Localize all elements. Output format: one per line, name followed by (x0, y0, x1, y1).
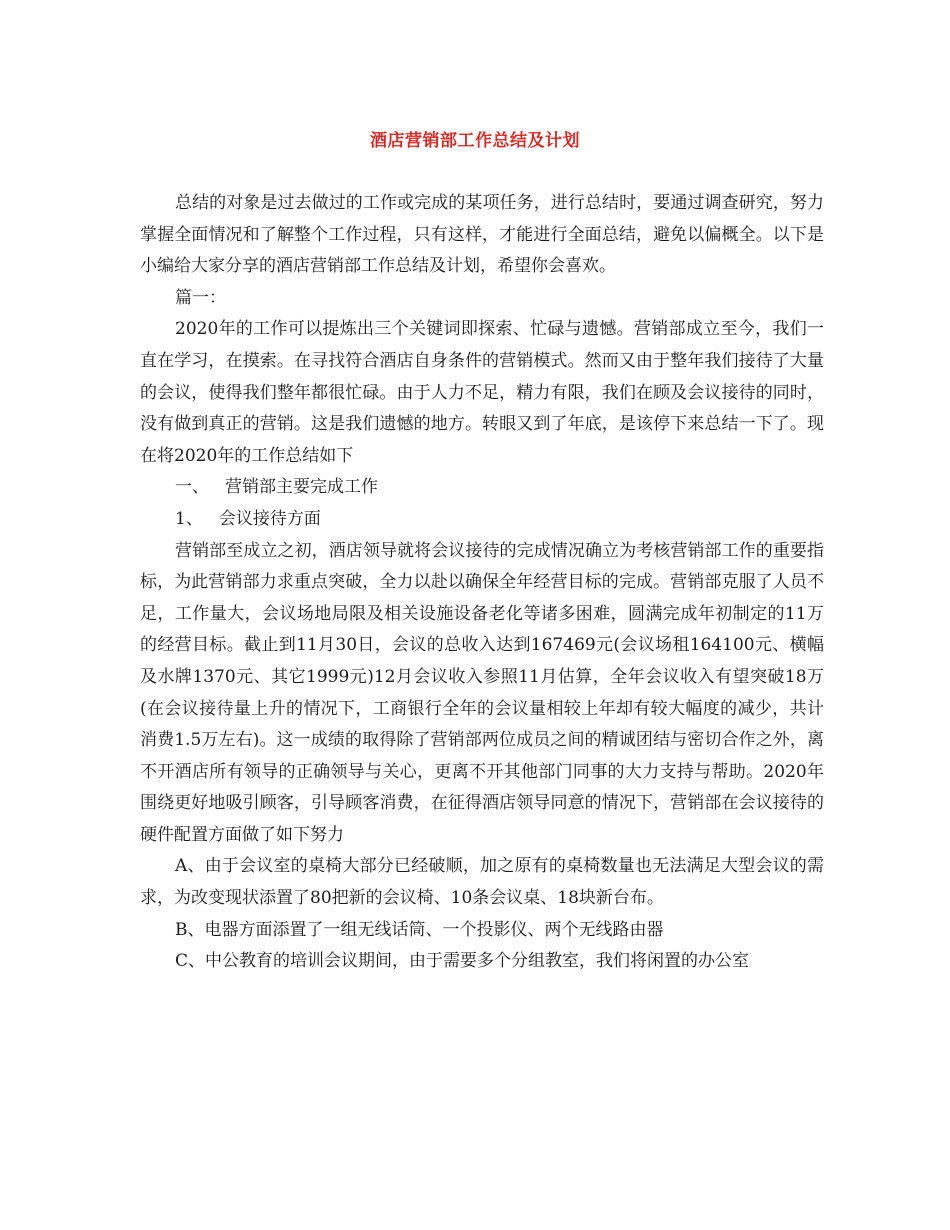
heading-level-1-text: 营销部主要完成工作 (225, 477, 378, 498)
document-title: 酒店营销部工作总结及计划 (370, 131, 580, 151)
document-body (140, 188, 824, 978)
item-a-paragraph: A、由于会议室的桌椅大部分已经破顺，加之原有的桌椅数量也无法满足大型会议的需求，为改变现状添置了80把新的会议椅、10条会议桌、18块新台布。 (140, 856, 824, 909)
overview-paragraph: 2020年的工作可以提炼出三个关键词即探索、忙碌与遗憾。营销部成立至今，我们一直在学习，在摸索。在寻找符合酒店自身条件的营销模式。然而又由于整年我们接待了大量的会议，使得我们整年都很忙碌。由于人力不足，精力有限，我们在顾及会议接待的同时，没有做到真正的营销。这是我们遗憾的地方。转眼又到了年底，是该停下来总结一下了。现在将2020年的工作总结如下 (140, 319, 824, 466)
section-label: 篇一： (175, 287, 226, 308)
item-b-paragraph: B、电器方面添置了一组无线话筒、一个投影仪、两个无线路由器 (175, 919, 664, 940)
item-c-paragraph: C、中公教育的培训会议期间，由于需要多个分组教室，我们将闲置的办公室 (175, 951, 750, 972)
heading-level-2 (140, 504, 824, 536)
heading-level-1 (140, 472, 824, 504)
heading-level-2-number: 1、 (175, 508, 203, 529)
meeting-paragraph: 营销部至成立之初，酒店领导就将会议接待的完成情况确立为考核营销部工作的重要指标，为此营销部力求重点突破，全力以赴以确保全年经营目标的完成。营销部克服了人员不足，工作量大，会议场地局限及相关设施设备老化等诸多困难，圆满完成年初制定的11万的经营目标。截止到11月30日，会议的总收入达到167469元(会议场租164100元、横幅及水牌1370元、其它1999元)12月会议收入参照11月估算，全年会议收入有望突破18万(在会议接待量上升的情况下，工商银行全年的会议量相较上年却有较大幅度的减少，共计消费1.5万左右)。这一成绩的取得除了营销部两位成员之间的精诚团结与密切合作之外，离不开酒店所有领导的正确领导与关心，更离不开其他部门同事的大力支持与帮助。2020年围绕更好地吸引顾客，引导顾客消费，在征得酒店领导同意的情况下，营销部在会议接待的硬件配置方面做了如下努力 (140, 540, 824, 845)
heading-level-2-text: 会议接待方面 (218, 508, 321, 529)
heading-level-1-number: 一、 (175, 477, 209, 498)
intro-paragraph: 总结的对象是过去做过的工作或完成的某项任务，进行总结时，要通过调查研究，努力掌握全面情况和了解整个工作过程，只有这样，才能进行全面总结，避免以偏概全。以下是小编给大家分享的酒店营销部工作总结及计划，希望你会喜欢。 (140, 193, 824, 277)
